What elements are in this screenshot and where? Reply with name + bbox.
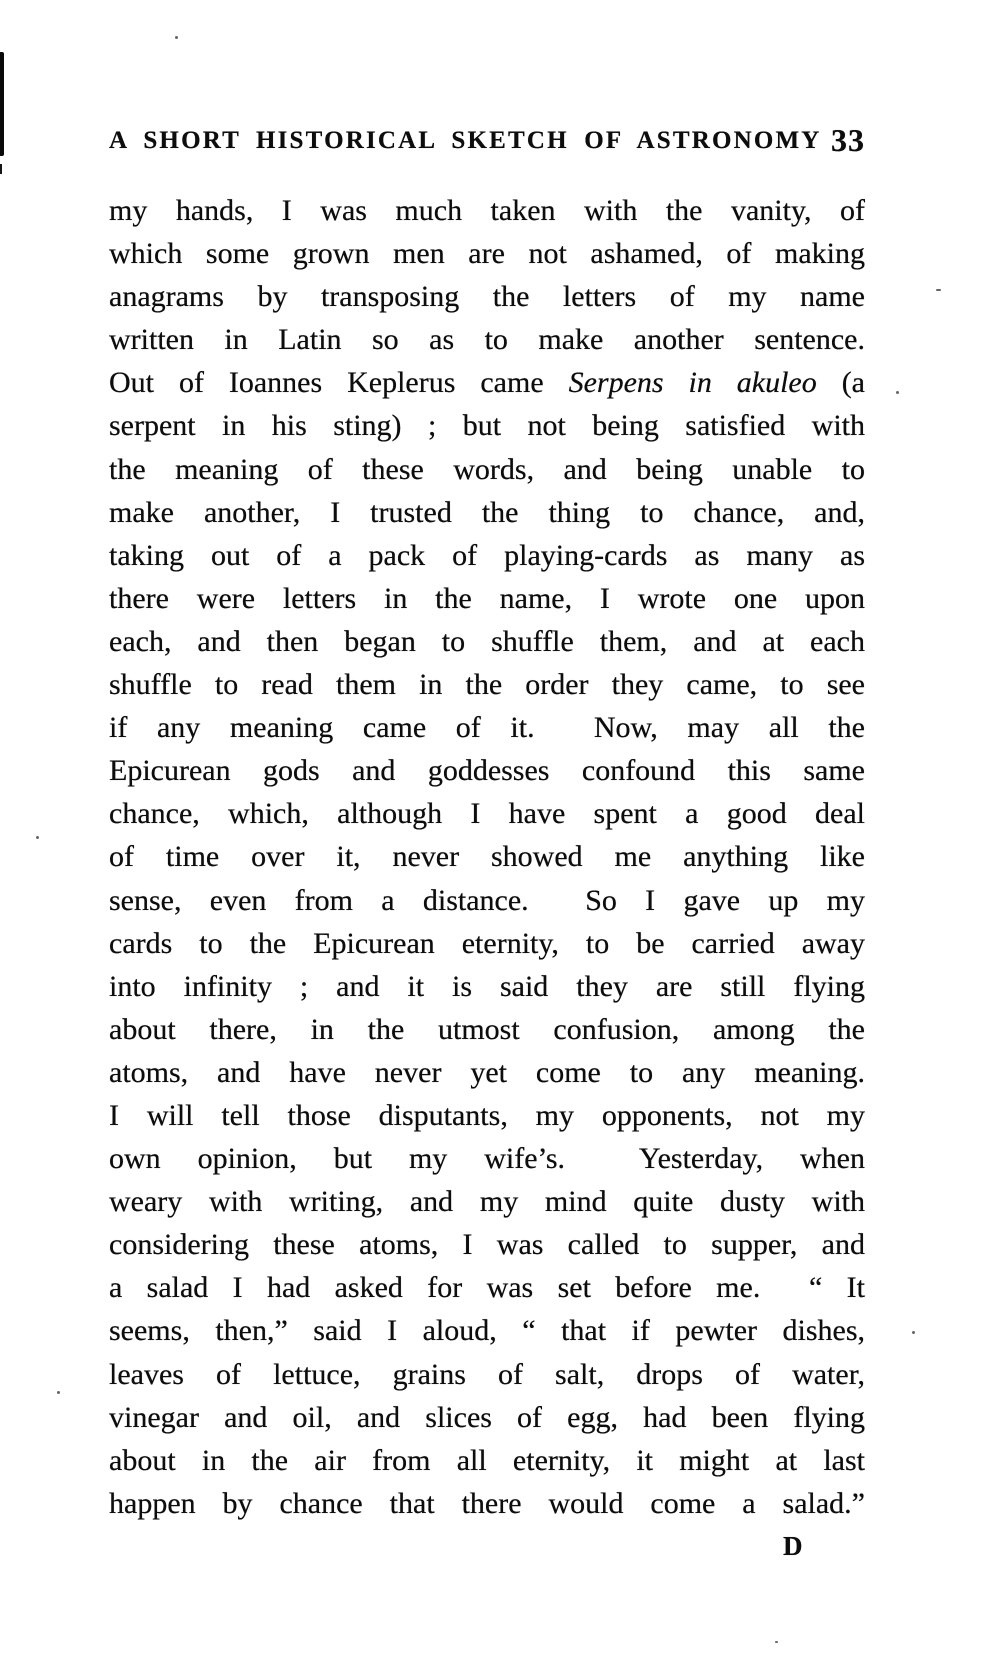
text-line [109,189,865,232]
text-segment: vinegar and oil, and slices of egg, had been flying [109,1400,865,1434]
text-segment: own opinion, but my wife’s. Yesterday, when [109,1142,865,1176]
text-segment: serpent in his sting) ; but not being satisfied with [109,409,865,443]
text-line [109,1137,865,1180]
text-segment: considering these atoms, I was called to supper, and [109,1228,865,1262]
scan-speck [912,1331,915,1334]
text-segment: seems, then,” said I aloud, “ that if pewter dishes, [109,1314,865,1348]
text-line [109,318,865,361]
text-segment: weary with writing, and my mind quite dusty with [109,1185,865,1219]
text-line [109,1439,865,1482]
text-segment: cards to the Epicurean eternity, to be carried away [109,926,865,960]
text-line [109,361,865,404]
text-segment: each, and then began to shuffle them, and at each [109,624,865,658]
text-segment: happen by chance that there would come a salad.” [109,1486,865,1520]
text-segment: written in Latin so as to make another sentence. [109,323,865,357]
text-line [109,663,865,706]
text-segment: I will tell those disputants, my opponents, not my [109,1098,865,1132]
text-segment: chance, which, although I have spent a good deal [109,797,865,831]
scan-speck [775,1641,778,1643]
text-line [109,1309,865,1352]
scan-speck [36,836,39,839]
running-head [109,121,865,159]
running-head-title: A SHORT HISTORICAL SKETCH OF ASTRONOMY [109,127,822,154]
text-line [109,534,865,577]
text-segment: Out of Ioannes Keplerus came [109,366,569,400]
scan-speck [896,391,899,394]
text-line [109,1180,865,1223]
text-line [109,404,865,447]
text-line [109,491,865,534]
text-line [109,1396,865,1439]
text-segment: taking out of a pack of playing-cards as many as [109,538,865,572]
text-line [109,448,865,491]
text-line [109,1223,865,1266]
text-segment: leaves of lettuce, grains of salt, drops of water, [109,1357,865,1391]
text-line [109,922,865,965]
text-line [109,1353,865,1396]
text-line [109,835,865,878]
text-segment: atoms, and have never yet come to any meaning. [109,1055,865,1089]
text-segment: my hands, I was much taken with the vanity, of [109,194,865,227]
text-segment: about there, in the utmost confusion, among the [109,1012,865,1046]
text-line [109,577,865,620]
text-line [109,879,865,922]
text-line [109,232,865,275]
text-line [109,792,865,835]
text-segment: into infinity ; and it is said they are still flying [109,969,865,1003]
scan-speck [57,1391,60,1394]
text-line [109,1482,865,1525]
text-segment: if any meaning came of it. Now, may all the [109,711,865,745]
text-segment: a salad I had asked for was set before me. “ It [109,1271,865,1305]
italic-phrase: Serpens in akuleo [568,366,817,400]
text-segment: which some grown men are not ashamed, of making [109,237,865,271]
scan-speck [175,36,178,39]
text-segment: sense, even from a distance. So I gave up my [109,883,865,917]
text-line [109,1051,865,1094]
text-line [109,620,865,663]
printer-signature-mark: D [783,1531,803,1561]
text-segment: (a [816,366,865,400]
text-segment: Epicurean gods and goddesses confound this same [109,754,865,788]
text-segment: make another, I trusted the thing to chance, and, [109,495,865,529]
text-segment: shuffle to read them in the order they came, to see [109,668,865,702]
text-segment: there were letters in the name, I wrote one upon [109,581,865,615]
text-line [109,965,865,1008]
text-line [109,749,865,792]
scan-edge-artifact [0,52,4,156]
text-segment: about in the air from all eternity, it might at last [109,1443,865,1477]
text-line [109,1266,865,1309]
text-line [109,275,865,318]
body-text [109,189,865,1525]
page-number: 33 [831,122,865,158]
text-segment: of time over it, never showed me anything like [109,840,865,874]
text-segment: anagrams by transposing the letters of my name [109,280,865,314]
text-line [109,706,865,749]
scan-speck [936,289,941,291]
text-line [109,1094,865,1137]
text-segment: the meaning of these words, and being unable to [109,452,865,486]
text-line [109,1008,865,1051]
